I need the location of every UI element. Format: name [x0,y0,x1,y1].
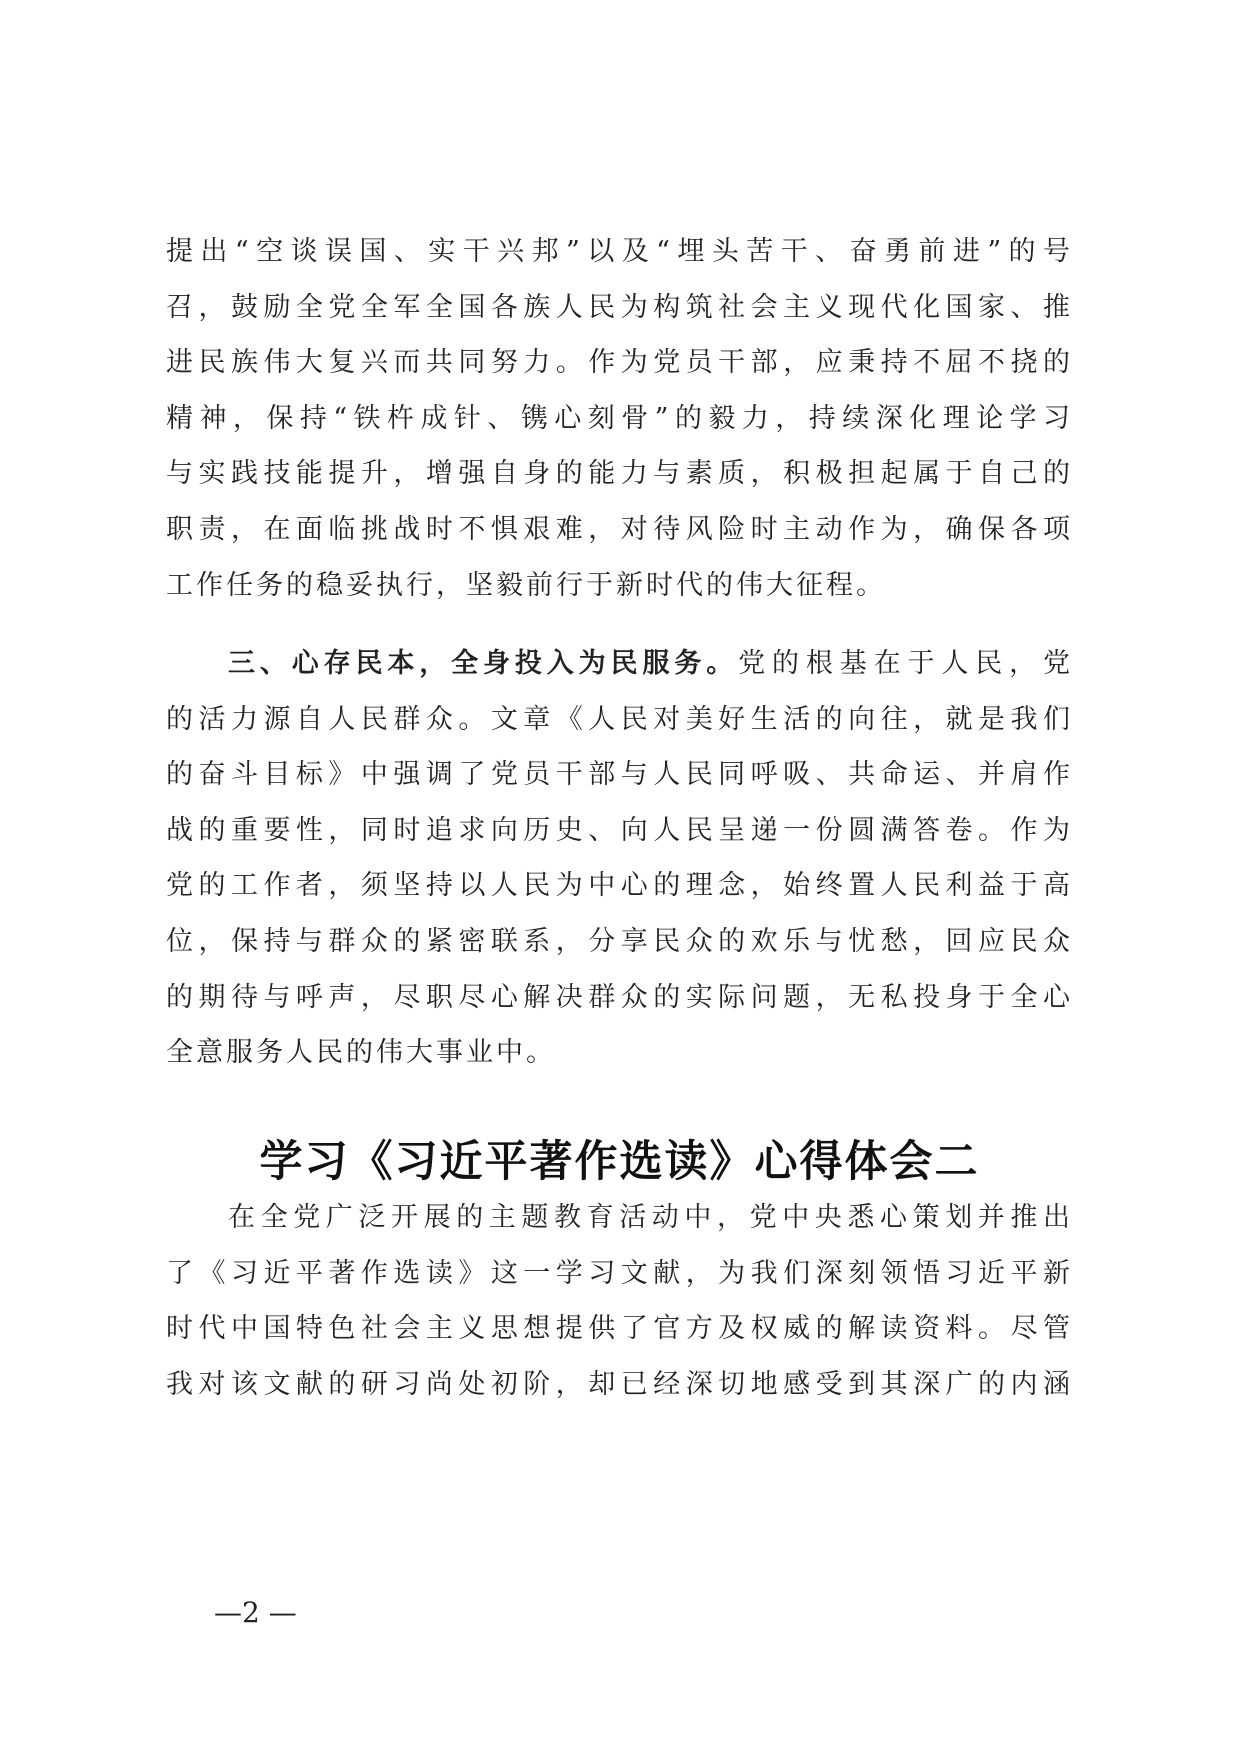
text-line: 的期待与呼声，尽职尽心解决群众的实际问题，无私投身于全心 [166,981,1073,1013]
text-line: 召，鼓励全党全军全国各族人民为构筑社会主义现代化国家、推 [166,291,1073,323]
text-line-first [166,636,1073,692]
text-line: 党的工作者，须坚持以人民为中心的理念，始终置人民利益于高 [166,870,1073,902]
text-line: 位，保持与群众的紧密联系，分享民众的欢乐与忧愁，回应民众 [166,925,1073,957]
text-line: 提出“空谈误国、实干兴邦”以及“埋头苦干、奋勇前进”的号 [166,236,1073,267]
text-line: 的活力源自人民群众。文章《人民对美好生活的向往，就是我们 [166,703,1073,735]
text-line: 在全党广泛开展的主题教育活动中，党中央悉心策划并推出 [228,1202,1073,1233]
page-number: —2 — [214,1596,297,1629]
text-line: 战的重要性，同时追求向历史、向人民呈递一份圆满答卷。作为 [166,814,1073,846]
text-line: 工作任务的稳妥执行，坚毅前行于新时代的伟大征程。 [166,569,886,601]
text-line: 的奋斗目标》中强调了党员干部与人民同呼吸、共命运、并肩作 [166,759,1073,791]
text-line: 我对该文献的研习尚处初阶，却已经深切地感受到其深广的内涵 [166,1368,1073,1400]
text-line: 职责，在面临挑战时不惧艰难，对待风险时主动作为，确保各项 [166,513,1073,545]
section-lead-heading: 三、心存民本，全身投入为民服务。 [228,648,739,679]
text-line: 与实践技能提升，增强自身的能力与素质，积极担起属于自己的 [166,458,1073,490]
text-line: 进民族伟大复兴而共同努力。作为党员干部，应秉持不屈不挠的 [166,347,1073,379]
text-line: 全意服务人民的伟大事业中。 [166,1037,556,1069]
paragraph-2 [166,636,1073,1081]
section-title: 学习《习近平著作选读》心得体会二 [259,1137,980,1187]
text-line: 精神，保持“铁杵成针、镌心刻骨”的毅力，持续深化理论学习 [166,402,1073,434]
paragraph-3 [166,1190,1073,1412]
text-line: 了《习近平著作选读》这一学习文献，为我们深刻领悟习近平新 [166,1257,1073,1289]
paragraph-1 [166,224,1073,613]
text-line: 时代中国特色社会主义思想提供了官方及权威的解读资料。尽管 [166,1313,1073,1345]
text-line-rest: 党的根基在于人民，党 [738,648,1074,679]
